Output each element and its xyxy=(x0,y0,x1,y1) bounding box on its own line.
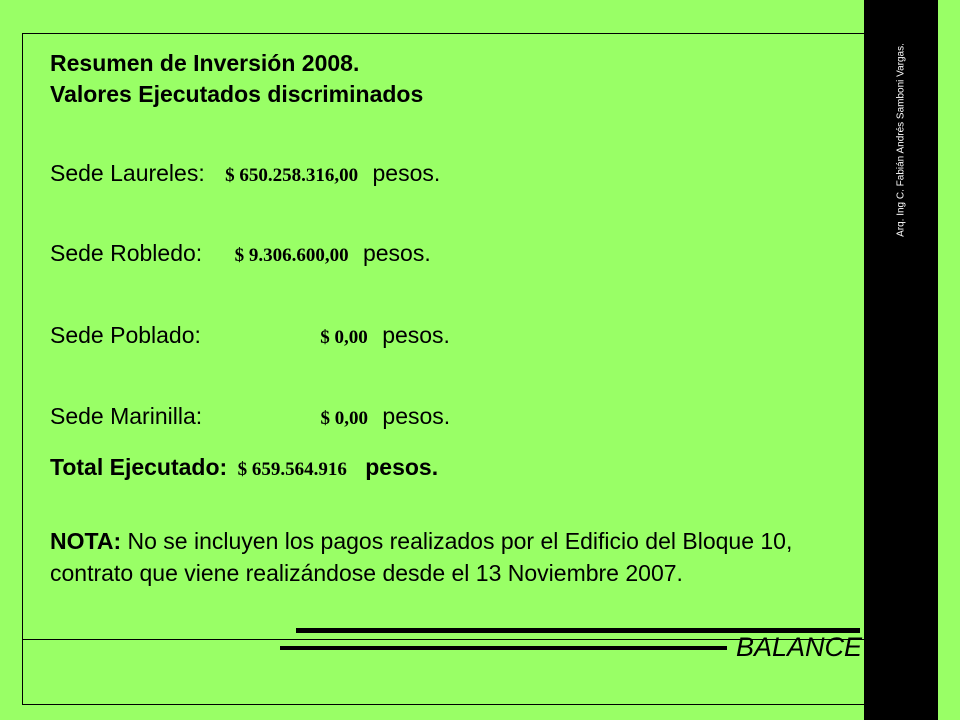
balance-footer-label: BALANCE 2008 xyxy=(736,632,930,662)
total-amount: $ 659.564.916 xyxy=(237,459,347,480)
row-unit: pesos. xyxy=(362,240,431,266)
row-label: Sede Laureles: xyxy=(50,160,205,186)
frame-bottom-line xyxy=(22,704,864,705)
total-label: Total Ejecutado: xyxy=(50,454,228,480)
row-unit: pesos. xyxy=(382,322,450,348)
row-label: Sede Poblado: xyxy=(50,322,201,348)
note-label: NOTA: xyxy=(50,528,122,554)
author-credit: Arq. Ing C. Fabián Andrés Samboni Vargas. xyxy=(895,43,907,237)
row-amount: $ 0,00 xyxy=(320,408,369,429)
note-text: No se incluyen los pagos realizados por el Edificio del Bloque 10, contrato que viene realizándose desde el 13 Noviembre 2007. xyxy=(50,528,793,586)
page-title xyxy=(50,48,423,110)
row-label: Sede Marinilla: xyxy=(50,403,203,429)
decorative-bar-lower xyxy=(280,646,727,650)
row-amount: $ 9.306.600,00 xyxy=(234,245,349,266)
row-laureles xyxy=(50,160,440,187)
row-unit: pesos. xyxy=(372,160,441,186)
row-marinilla xyxy=(50,403,450,430)
title-line-2: Valores Ejecutados discriminados xyxy=(50,81,424,107)
title-line-1: Resumen de Inversión 2008. xyxy=(50,50,360,76)
row-unit: pesos. xyxy=(382,403,451,429)
frame-left-line xyxy=(22,33,23,705)
row-poblado xyxy=(50,322,450,349)
row-total xyxy=(50,454,438,481)
row-amount: $ 0,00 xyxy=(320,327,368,348)
row-amount: $ 650.258.316,00 xyxy=(225,165,359,186)
total-unit: pesos. xyxy=(365,454,439,480)
row-robledo xyxy=(50,240,431,267)
note-paragraph xyxy=(50,525,850,589)
row-label: Sede Robledo: xyxy=(50,240,203,266)
frame-top-line xyxy=(22,33,864,34)
